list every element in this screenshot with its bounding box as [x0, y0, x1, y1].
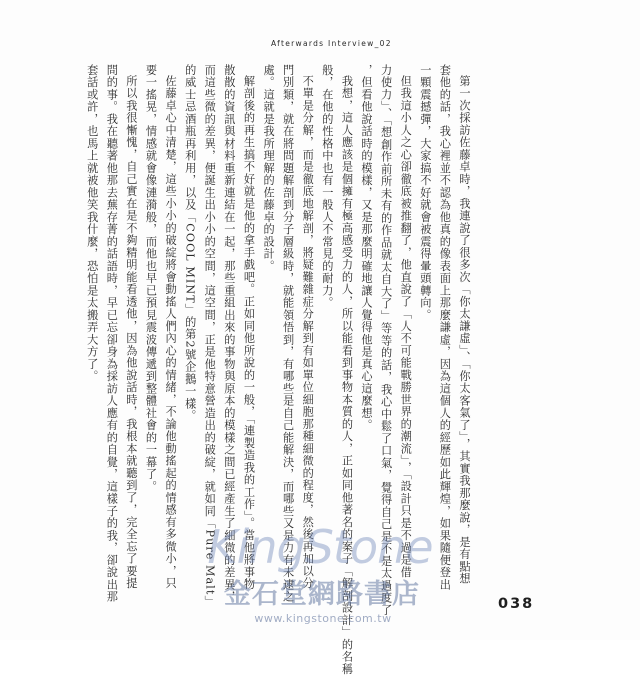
text-column: 所以我很慚愧，自己實在是不夠精明能看透他，因為他說話時，我根本就聽到了，完全忘了要提 — [124, 75, 138, 590]
text-column: 一顆震撼彈，大家搞不好就會被震得暈頭轉向。 — [418, 64, 432, 322]
text-column: 般，在他的性格中也有一般人不常見的耐力。 — [320, 64, 334, 309]
text-column: 套他的話，我心裡並不認為他真的像表面上那麼謙虛，因為這個人的經歷如此輝煌，如果隨便登出 — [438, 64, 452, 591]
watermark-chinese-name: 金石堂網路書店 — [224, 579, 420, 610]
text-column: 解剖後的再生搞不好就是他的拿手戲吧。正如同他所說的一般，「連製造我的工作」。當他將事物 — [242, 75, 256, 591]
text-column: 的威士忌酒瓶再利用，以及「COOL MINT」的第2號企鵝一樣。 — [183, 64, 197, 423]
text-column: 第一次採訪佐藤卓時，我連說了很多次「你太謙虛」、「你太客氣了」，其實我那麼說，是有點想 — [458, 75, 471, 585]
page-number: 038 — [498, 596, 535, 612]
watermark-logo-text: KingStone — [207, 520, 433, 574]
text-column: 問的事。我在聽著他那去蕪存菁的話語時，早已忘卻身為採訪人應有的自覺，這樣子的我，卻說出那 — [105, 64, 119, 603]
text-column: 門別類，就在將問題解剖到分子層級時，就能領悟到，有哪些是自己能解決，而哪些又是力有未逮之 — [281, 64, 295, 603]
text-column: 不單是分解，而是徹底地解剖，將疑難雜症分解到有如單位細胞那種細微的程度，然後再加以分 — [301, 75, 315, 590]
text-column: 而這些微的差異，便誕生出小小的空間，這空間，正是他特意營造出的破綻，就如同「Pure Malt」 — [203, 64, 217, 608]
text-column: 但我這小人之心卻徹底被推翻了，他直說了「人不可能戰勝世界的潮流」，「設計只是不過是借 — [399, 75, 413, 579]
text-column: 要一搖晃，情感就會像漣漪般，而他也早已預見震波傳遞到整體社會的一幕了。 — [144, 64, 158, 493]
text-column: 力使力」、「想創作前所未有的作品就太自大了」等等的話，我心中鬆了口氣，覺得自己是不是太過度了 — [379, 64, 393, 617]
text-column: 處。這就是我所理解的佐藤卓的設計。 — [262, 64, 276, 273]
text-column: 套話或許，也馬上就被他笑我什麼，恐怕是太搬弄大方了。 — [85, 64, 99, 383]
text-column: ，但看他說話時的模樣，又是那麼明確地讓人覺得他是真心這麼想。 — [360, 64, 374, 432]
text-column: 我想，這人應該是個擁有極高感受力的人，所以能看到事物本質的人，正如同他著名的案子「解剖設計」的名稱 — [340, 75, 354, 675]
text-column: 散散的資訊與材料重新連結在一起，那些重組出來的事物與原本的模樣之間已經產生了細微的差異， — [222, 64, 236, 603]
text-column: 佐藤卓心中清楚，這些小小的破綻將會動搖人們內心的情緒，不論他動搖起的情感有多微小，只 — [164, 75, 178, 590]
watermark-url: www.kingstone.com.tw — [254, 612, 392, 625]
running-header: Afterwards Interview_02 — [271, 39, 392, 48]
